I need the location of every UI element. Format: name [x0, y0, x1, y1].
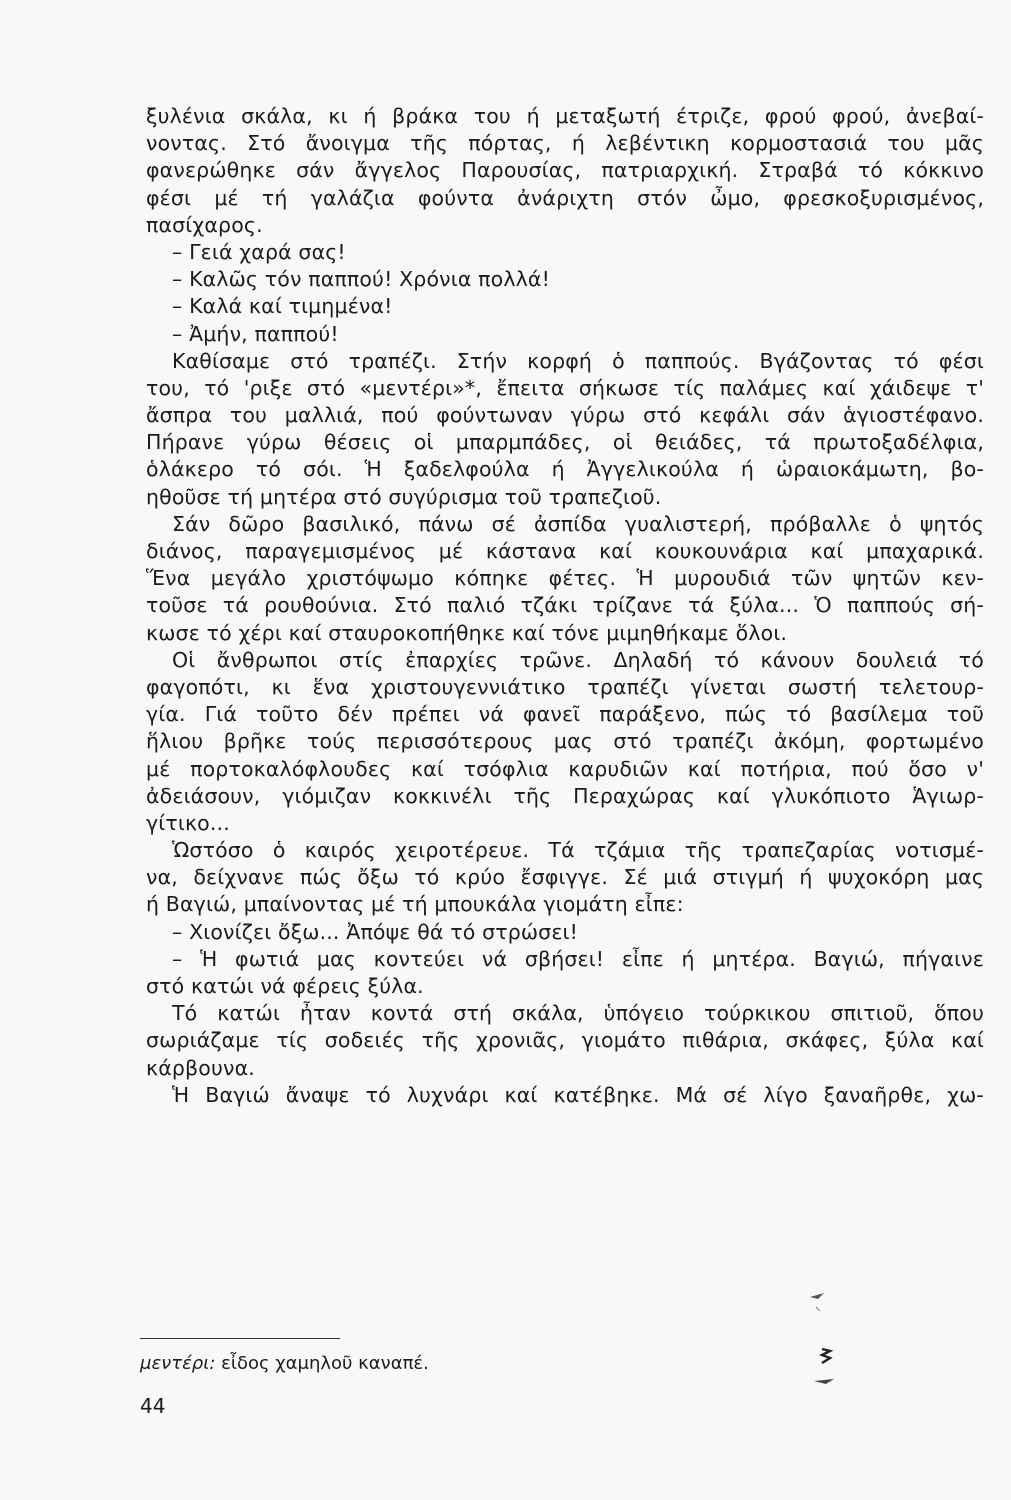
text-line: να, δείχνανε πώς ὄξω τό κρύο ἔσφιγγε. Σέ μιά στιγμή ή ψυχοκόρη μας	[146, 865, 984, 890]
dialogue-line: – Ἀμήν, παππού!	[172, 321, 339, 346]
body-text	[146, 103, 984, 1109]
text-line: ἥλιου βρῆκε τούς περισσότερους μας στό τραπέζι ἀκόμη, φορτωμένο	[146, 729, 984, 754]
text-line: ὁλάκερο τό σόι. Ἡ ξαδελφούλα ή Ἀγγελικούλα ή ὡραιοκάμωτη, βο-	[146, 457, 984, 482]
text-line: σωριάζαμε τίς σοδειές τῆς χρονιᾶς, γιομάτο πιθάρια, σκάφες, ξύλα καί	[146, 1028, 984, 1053]
ink-smudge-mark	[800, 1285, 840, 1395]
text-line: ή Βαγιώ, μπαίνοντας μέ τή μπουκάλα γιομάτη εἶπε:	[146, 892, 684, 917]
text-line: διάνος, παραγεμισμένος μέ κάστανα καί κουκουνάρια καί μπαχαρικά.	[146, 539, 984, 563]
text-line: Σάν δῶρο βασιλικό, πάνω σέ ἀσπίδα γυαλιστερή, πρόβαλλε ὁ ψητός	[172, 511, 984, 536]
text-line: τοῦσε τά ρουθούνια. Στό παλιό τζάκι τρίζανε τά ξύλα... Ὁ παππούς σή-	[146, 593, 984, 618]
text-line: του, τό 'ριξε στό «μεντέρι»*, ἔπειτα σήκωσε τίς παλάμες καί χάιδεψε τ'	[146, 375, 984, 400]
footnote	[140, 1352, 429, 1376]
text-line: νοντας. Στό ἄνοιγμα τῆς πόρτας, ή λεβέντικη κορμοστασιά του μᾶς	[146, 131, 984, 156]
text-line: γίτικο...	[146, 810, 230, 835]
text-line: Ἡ Βαγιώ ἄναψε τό λυχνάρι καί κατέβηκε. Μά σέ λίγο ξαναῆρθε, χω-	[172, 1082, 984, 1107]
page-number: 44	[140, 1394, 166, 1418]
text-line: ἀδειάσουν, γιόμιζαν κοκκινέλι τῆς Περαχώρας καί γλυκόπιοτο Ἁγιωρ-	[146, 783, 984, 808]
text-line: ηθοῦσε τή μητέρα στό συγύρισμα τοῦ τραπεζιοῦ.	[146, 484, 662, 509]
dialogue-line: – Ἡ φωτιά μας κοντεύει νά σβήσει! εἶπε ή μητέρα. Βαγιώ, πήγαινε	[172, 946, 984, 971]
text-line: στό κατώι νά φέρεις ξύλα.	[146, 974, 424, 998]
text-line: Τό κατώι ἦταν κοντά στή σκάλα, ὑπόγειο τούρκικου σπιτιοῦ, ὅπου	[172, 1001, 984, 1026]
text-line: φαγοπότι, κι ἕνα χριστουγεννιάτικο τραπέζι γίνεται σωστή τελετουρ-	[146, 674, 984, 699]
text-line: Ἕνα μεγάλο χριστόψωμο κόπηκε φέτες. Ἡ μυρουδιά τῶν ψητῶν κεν-	[146, 566, 984, 591]
text-line: Πήρανε γύρω θέσεις οἱ μπαρμπάδες, οἱ θειάδες, τά πρωτοξαδέλφια,	[146, 430, 984, 455]
dialogue-line: – Χιονίζει ὄξω... Ἀπόψε θά τό στρώσει!	[172, 919, 579, 944]
dialogue-line: – Καλά καί τιμημένα!	[172, 294, 393, 319]
text-line: κάρβουνα.	[146, 1055, 255, 1080]
text-line: μέ πορτοκαλόφλουδες καί τσόφλια καρυδιῶν καί ποτήρια, πού ὅσο ν'	[146, 756, 984, 781]
text-line: φέσι μέ τή γαλάζια φούντα ἀνάριχτη στόν ὦμο, φρεσκοξυρισμένος,	[146, 185, 984, 210]
footnote-definition: εἶδος χαμηλοῦ καναπέ.	[221, 1353, 429, 1374]
text-line: γία. Γιά τοῦτο δέν πρέπει νά φανεῖ παράξενο, πώς τό βασίλεμα τοῦ	[146, 702, 984, 727]
text-line: ξυλένια σκάλα, κι ή βράκα του ή μεταξωτή έτριζε, φρού φρού, ἀνεβαί-	[146, 104, 984, 128]
footnote-divider	[140, 1338, 340, 1339]
text-line: φανερώθηκε σάν ἄγγελος Παρουσίας, πατριαρχική. Στραβά τό κόκκινο	[146, 158, 984, 183]
text-line: ἄσπρα του μαλλιά, πού φούντωναν γύρω στό κεφάλι σάν ἁγιοστέφανο.	[146, 403, 984, 428]
text-line: Καθίσαμε στό τραπέζι. Στήν κορφή ὁ παππούς. Βγάζοντας τό φέσι	[172, 348, 984, 373]
dialogue-line: – Γειά χαρά σας!	[172, 239, 346, 264]
text-line: πασίχαρος.	[146, 212, 263, 237]
text-line: Οἱ ἄνθρωποι στίς ἐπαρχίες τρῶνε. Δηλαδή τό κάνουν δουλειά τό	[172, 647, 984, 672]
text-line: Ὡστόσο ὁ καιρός χειροτέρευε. Τά τζάμια τῆς τραπεζαρίας νοτισμέ-	[172, 838, 984, 863]
text-line: κωσε τό χέρι καί σταυροκοπήθηκε καί τόνε μιμηθήκαμε ὅλοι.	[146, 620, 788, 645]
dialogue-line: – Καλῶς τόν παππού! Χρόνια πολλά!	[172, 267, 550, 292]
footnote-term: μεντέρι:	[140, 1353, 216, 1374]
